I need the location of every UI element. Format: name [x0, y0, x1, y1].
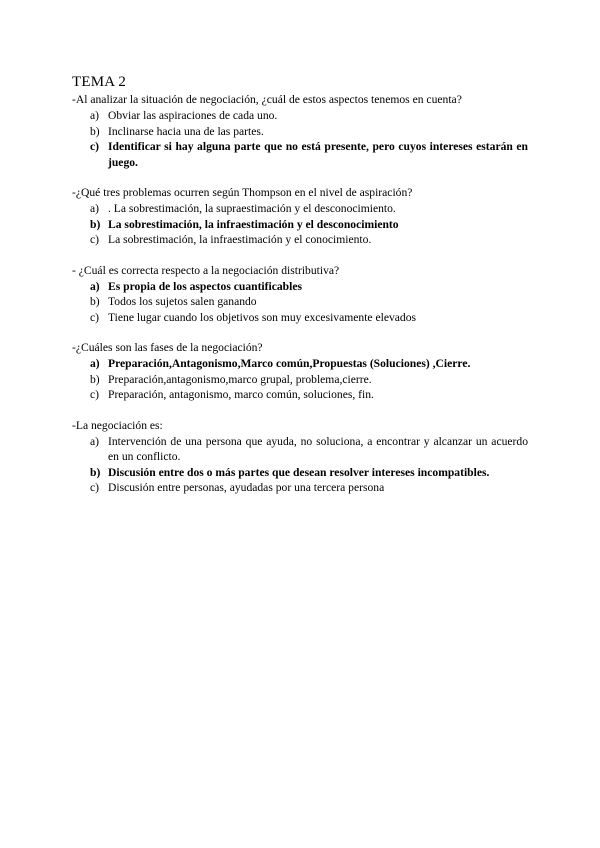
document-page [72, 74, 528, 511]
option-marker: b) [90, 217, 101, 231]
option-marker: a) [90, 202, 100, 215]
option-text: Obviar las aspiraciones de cada uno. [108, 109, 278, 122]
option-text: Todos los sujetos salen ganando [108, 295, 257, 308]
option-marker: a) [90, 279, 100, 293]
option-marker: b) [90, 295, 100, 308]
answer-option [72, 124, 528, 140]
option-text: Discusión entre dos o más partes que desean resolver intereses incompatibles. [108, 465, 490, 479]
option-marker: a) [90, 434, 100, 448]
question-text: - ¿Cuál es correcta respecto a la negociación distributiva? [72, 263, 340, 277]
option-text: . La sobrestimación, la supraestimación y el desconocimiento. [108, 202, 396, 215]
question-text: -Al analizar la situación de negociación, ¿cuál de estos aspectos tenemos en cuenta? [72, 93, 462, 106]
correct-answer-option [72, 279, 528, 295]
question-block [72, 418, 528, 496]
question-text: -¿Qué tres problemas ocurren según Thompson en el nivel de aspiración? [72, 186, 413, 199]
question-text: -La negociación es: [72, 418, 163, 432]
option-marker: c) [90, 388, 100, 401]
question-block [72, 340, 528, 403]
question-block [72, 185, 528, 248]
option-text: Intervención de una persona que ayuda, no soluciona, a encontrar y alcanzar un acuerdo en un conflicto. [108, 434, 528, 463]
option-text: La sobrestimación, la infraestimación y el conocimiento. [108, 233, 372, 246]
answer-option [72, 372, 528, 388]
questions-list [72, 92, 528, 496]
option-text: Discusión entre personas, ayudadas por una tercera persona [108, 481, 385, 494]
option-marker: c) [90, 233, 100, 246]
question-block [72, 92, 528, 170]
answer-option [72, 294, 528, 310]
option-marker: b) [90, 465, 101, 479]
option-marker: b) [90, 372, 100, 386]
answer-option [72, 201, 528, 217]
answer-option [72, 387, 528, 403]
option-marker: c) [90, 310, 100, 324]
option-text: La sobrestimación, la infraestimación y el desconocimiento [108, 217, 399, 231]
answer-option [72, 108, 528, 124]
option-text: Identificar si hay alguna parte que no está presente, pero cuyos intereses estarán en juego. [108, 140, 528, 169]
document-title: TEMA 2 [72, 74, 127, 90]
option-text: Preparación, antagonismo, marco común, soluciones, fin. [108, 388, 374, 401]
answer-options [72, 279, 528, 326]
option-marker: c) [90, 481, 100, 494]
correct-answer-option [72, 217, 528, 233]
question-text: -¿Cuáles son las fases de la negociación? [72, 341, 263, 354]
answer-options [72, 434, 528, 496]
question-block [72, 263, 528, 326]
option-text: Preparación,Antagonismo,Marco común,Propuestas (Soluciones) ,Cierre. [108, 357, 471, 370]
correct-answer-option [72, 139, 528, 170]
option-marker: c) [90, 140, 100, 153]
answer-option [72, 310, 528, 326]
correct-answer-option [72, 465, 528, 481]
option-text: Preparación,antagonismo,marco grupal, problema,cierre. [108, 372, 372, 386]
option-text: Es propia de los aspectos cuantificables [108, 279, 302, 293]
answer-options [72, 356, 528, 403]
option-marker: b) [90, 124, 100, 138]
option-marker: a) [90, 109, 100, 122]
option-marker: a) [90, 357, 100, 370]
answer-option [72, 434, 528, 465]
answer-option [72, 232, 528, 248]
correct-answer-option [72, 356, 528, 372]
answer-option [72, 480, 528, 496]
answer-options [72, 108, 528, 170]
answer-options [72, 201, 528, 248]
option-text: Inclinarse hacia una de las partes. [108, 124, 264, 138]
option-text: Tiene lugar cuando los objetivos son muy excesivamente elevados [108, 310, 417, 324]
